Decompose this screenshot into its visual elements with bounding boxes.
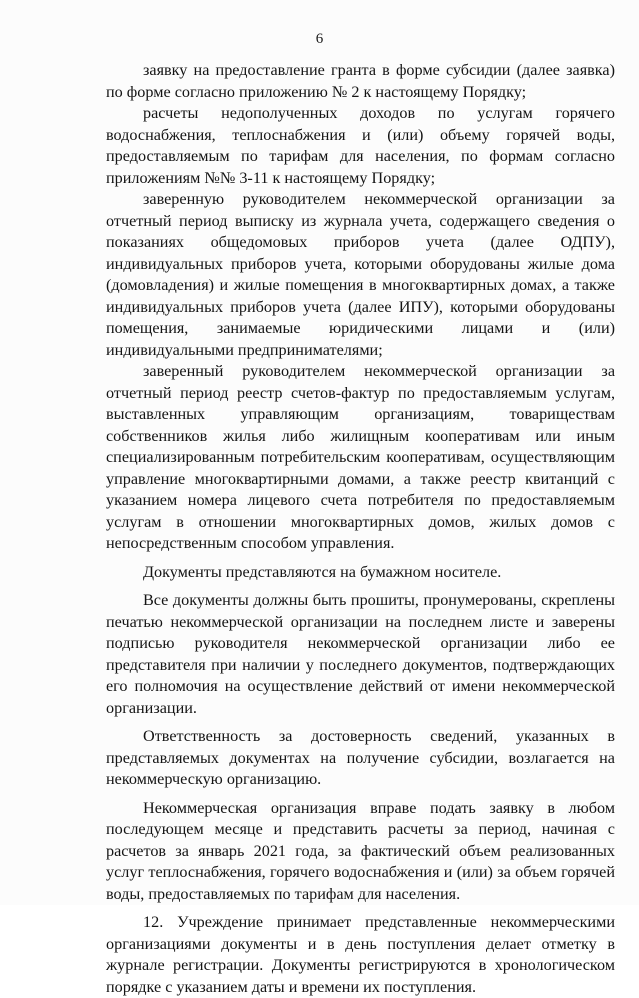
document-body <box>106 60 615 998</box>
paragraph-meter-log-extract: заверенную руководителем некоммерческой организации за отчетный период выписку из журнала учета, содержащего сведения о показаниях общедомовых приборов учета (далее ОДПУ), индивидуальных приборов учета, которыми оборудованы жилые дома (домовладения) и жилые помещения в многоквартирных домах, а также индивидуальных приборов учета (далее ИПУ), которыми оборудованы помещения, занимаемые юридическими лицами и (или) индивидуальными предпринимателями; <box>106 190 615 359</box>
paragraph-document-binding: Все документы должны быть прошиты, пронумерованы, скреплены печатью некоммерческой организации на последнем листе и заверены подписью руководителя некоммерческой организации либо ее представителя при наличии у последнего документов, подтверждающих его полномочия на осуществление действий от имени некоммерческой организации. <box>106 591 615 717</box>
page-number: 6 <box>315 31 324 47</box>
paragraph-registration: 12. Учреждение принимает представленные некоммерческими организациями документы и в день поступления делает отметку в журнале регистрации. Документы регистрируются в хронологическом порядке с указанием даты и времени их поступления. <box>106 913 615 996</box>
paragraph-submission-period: Некоммерческая организация вправе подать заявку в любом последующем месяце и представить расчеты за период, начиная с расчетов за январь 2021 года, за фактический объем реализованных услуг теплоснабжения, горячего водоснабжения и (или) за объем горячей воды, предоставляемых по тарифам для населения. <box>106 798 615 903</box>
paragraph-calculations: расчеты недополученных доходов по услугам горячего водоснабжения, теплоснабжения и (или) объему горячей воды, предоставляемым по тарифам для населения, по формам согласно приложениям №№ 3-11 к настоящему Порядку; <box>106 104 615 187</box>
paragraph-application: заявку на предоставление гранта в форме субсидии (далее заявка) по форме согласно приложению № 2 к настоящему Порядку; <box>106 61 615 101</box>
paragraph-invoice-register: заверенный руководителем некоммерческой организации за отчетный период реестр счетов-фактур по предоставляемым услугам, выставленных управляющим организациям, товариществам собственников жилья либо жилищным кооперативам или иным специализированным потребительским кооперативам, осуществляющим управление многоквартирными домами, а также реестр квитанций с указанием номера лицевого счета потребителя по предоставляемым услугам в отношении многоквартирных домов, жилых домов с непосредственным способом управления. <box>106 362 615 552</box>
paragraph-paper-format: Документы представляются на бумажном носителе. <box>143 562 502 581</box>
paragraph-responsibility: Ответственность за достоверность сведений, указанных в представляемых документах на получение субсидии, возлагается на некоммерческую организацию. <box>106 727 615 788</box>
